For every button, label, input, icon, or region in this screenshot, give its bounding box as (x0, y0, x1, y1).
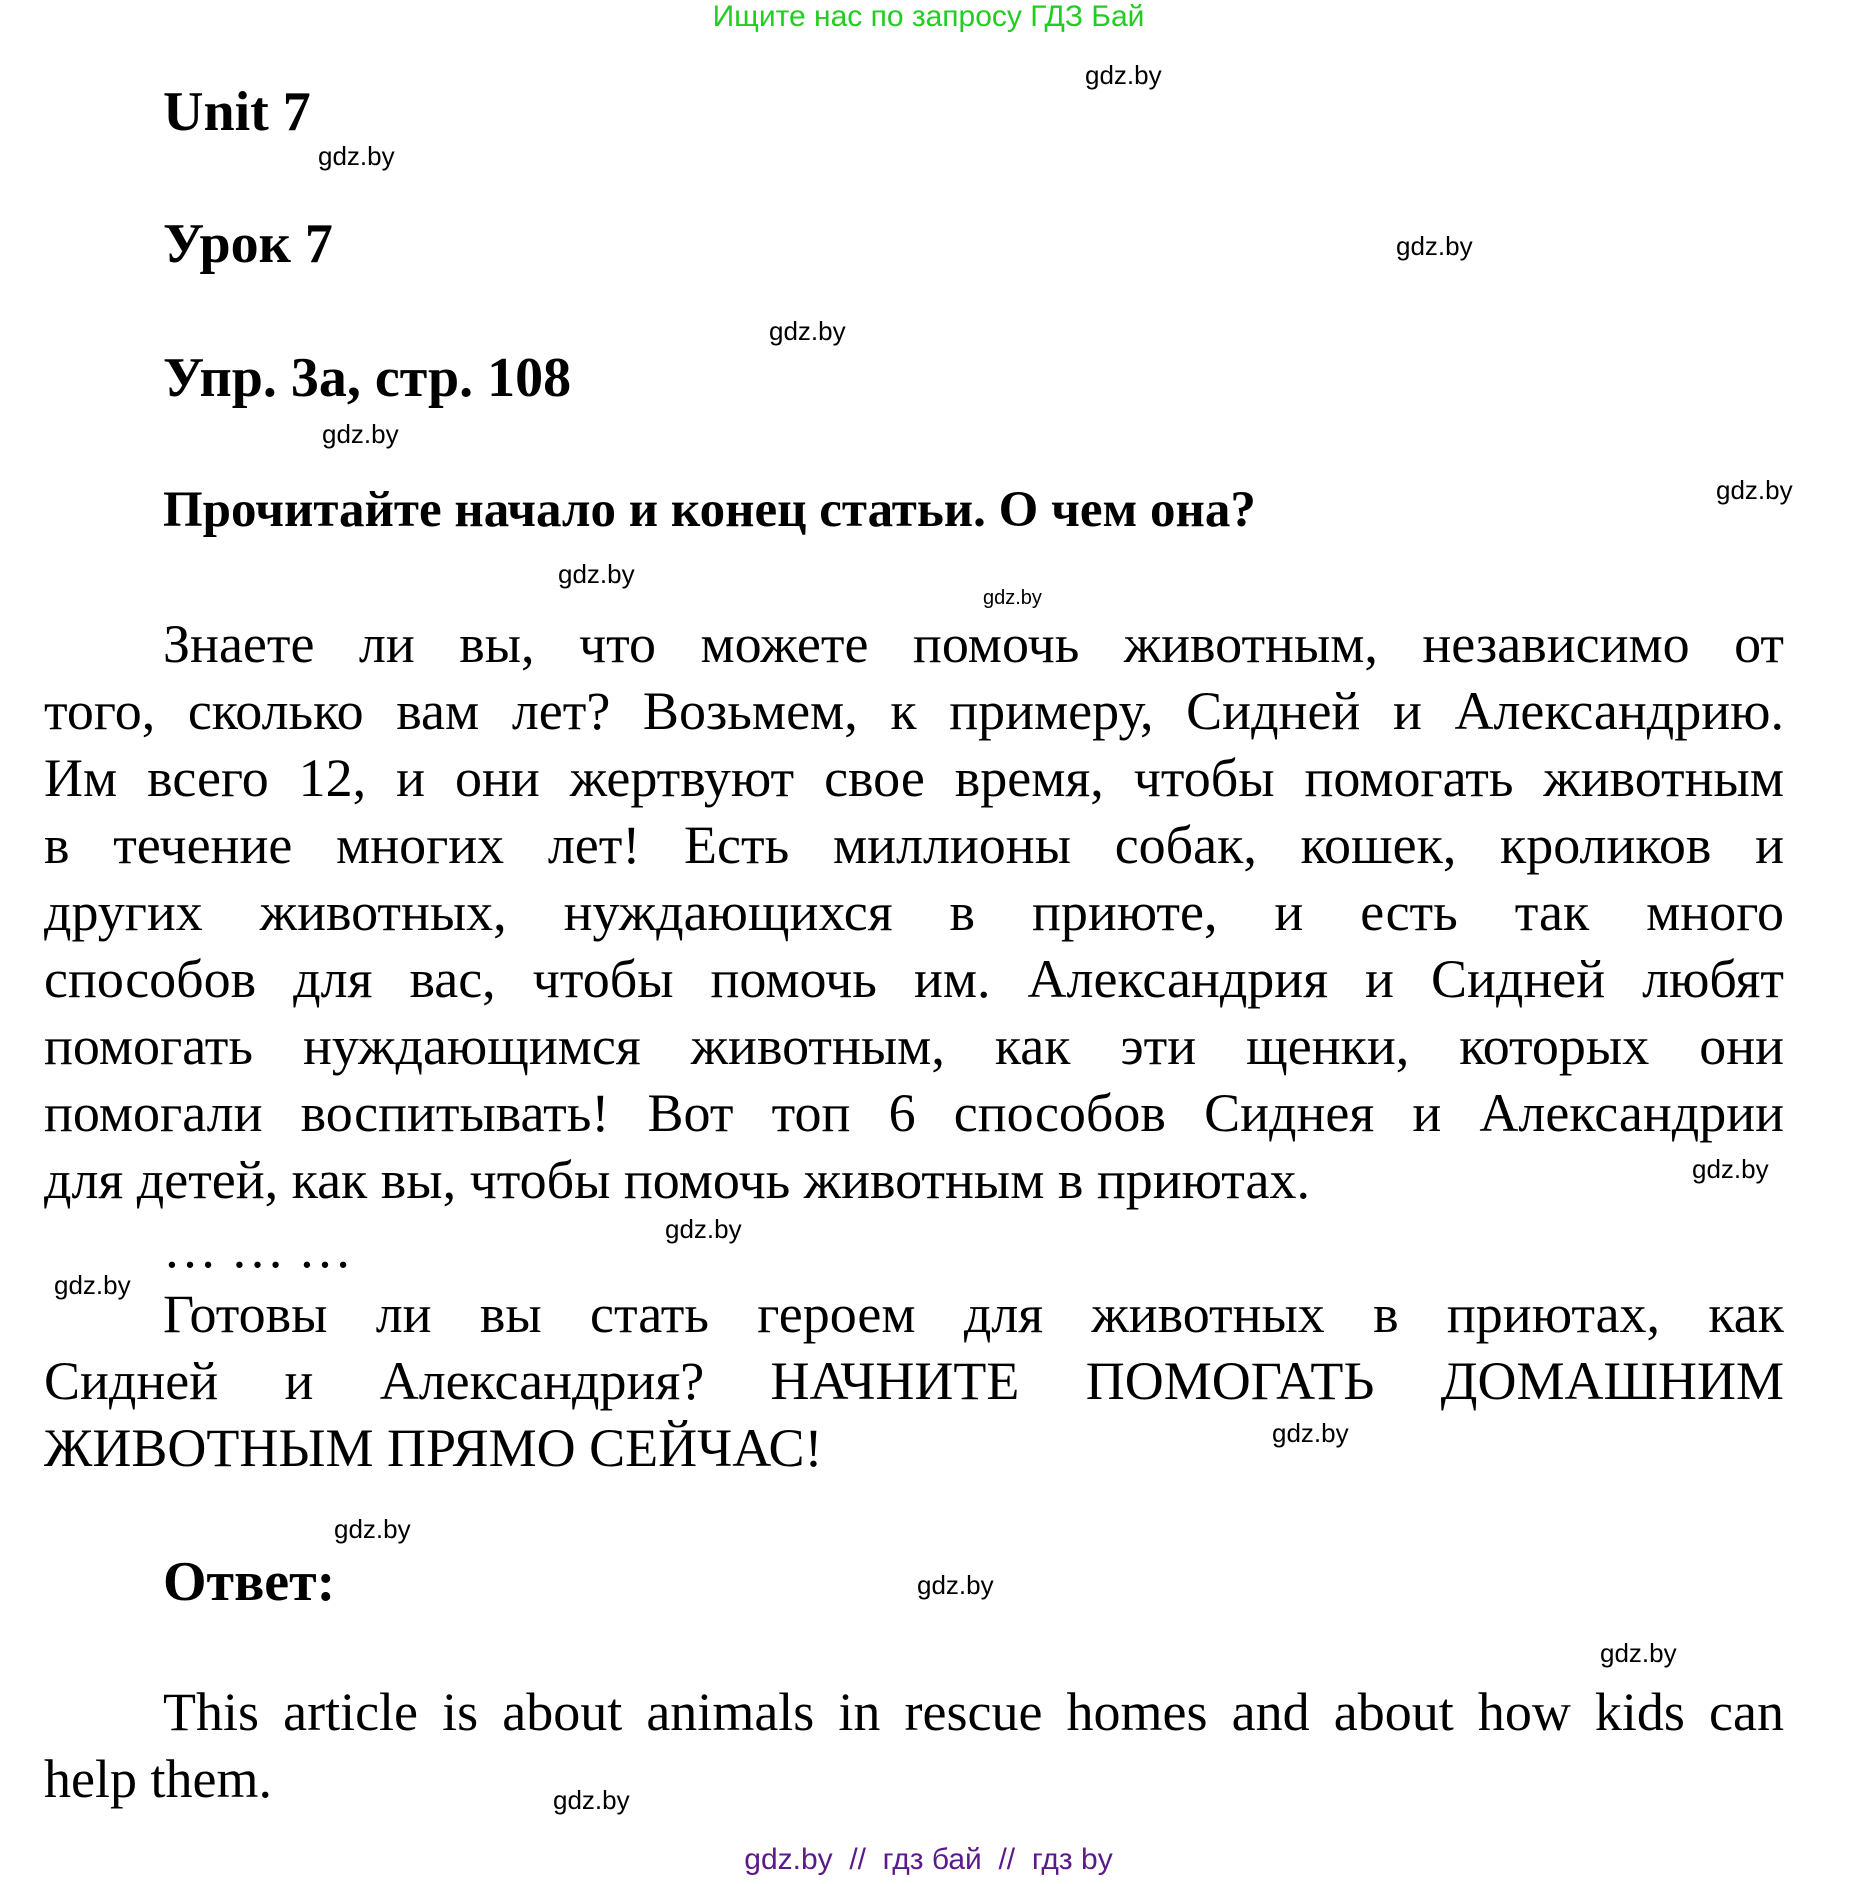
watermark: gdz.by (1716, 475, 1793, 505)
watermark: gdz.by (322, 419, 399, 449)
watermark: gdz.by (558, 559, 635, 589)
watermark: gdz.by (769, 316, 846, 346)
text-line: ЖИВОТНЫМ ПРЯМО СЕЙЧАС! (44, 1418, 823, 1478)
exercise-title: Упр. 3а, стр. 108 (163, 347, 572, 409)
watermark: gdz.by (1692, 1154, 1769, 1184)
text-line: This article is about animals in rescue homes and about how kids can (163, 1682, 1784, 1742)
text-line: способов для вас, чтобы помочь им. Александрия и Сидней любят (44, 949, 1784, 1009)
watermark: gdz.by (917, 1570, 994, 1600)
text-line: для детей, как вы, чтобы помочь животным в приютах. (44, 1150, 1311, 1210)
text-line: помогать нуждающимся животным, как эти щенки, которых они (44, 1016, 1784, 1076)
lesson-title: Урок 7 (163, 213, 333, 275)
article-beginning (44, 611, 1784, 1214)
text-line: того, сколько вам лет? Возьмем, к примеру, Сидней и Александрию. (44, 681, 1784, 741)
answer-text (44, 1679, 1784, 1813)
watermark: gdz.by (54, 1270, 131, 1300)
text-line: Сидней и Александрия? НАЧНИТЕ ПОМОГАТЬ ДОМАШНИМ (44, 1351, 1784, 1411)
footer-links[interactable]: gdz.by // гдз бай // гдз by (744, 1843, 1113, 1876)
watermark: gdz.by (1600, 1638, 1677, 1668)
task-heading: Прочитайте начало и конец статьи. О чем она? (163, 482, 1256, 538)
search-banner[interactable]: Ищите нас по запросу ГДЗ Бай (712, 0, 1145, 33)
watermark: gdz.by (1272, 1418, 1349, 1448)
ellipsis: … … … (163, 1219, 352, 1279)
text-line: помогали воспитывать! Вот топ 6 способов Сиднея и Александрии (44, 1083, 1784, 1143)
text-line: других животных, нуждающихся в приюте, и есть так много (44, 882, 1784, 942)
text-line: Им всего 12, и они жертвуют свое время, чтобы помогать животным (44, 748, 1784, 808)
watermark: gdz.by (665, 1214, 742, 1244)
watermark: gdz.by (1085, 60, 1162, 90)
watermark: gdz.by (1396, 231, 1473, 261)
text-line: help them. (44, 1749, 272, 1809)
unit-title: Unit 7 (163, 81, 311, 143)
watermark: gdz.by (318, 141, 395, 171)
watermark: gdz.by (553, 1785, 630, 1815)
article-ending (44, 1281, 1784, 1482)
watermark: gdz.by (334, 1514, 411, 1544)
text-line: Знаете ли вы, что можете помочь животным, независимо от (163, 614, 1784, 674)
text-line: в течение многих лет! Есть миллионы собак, кошек, кроликов и (44, 815, 1784, 875)
answer-label: Ответ: (163, 1551, 336, 1613)
text-line: Готовы ли вы стать героем для животных в приютах, как (163, 1284, 1784, 1344)
watermark: gdz.by (983, 587, 1042, 609)
